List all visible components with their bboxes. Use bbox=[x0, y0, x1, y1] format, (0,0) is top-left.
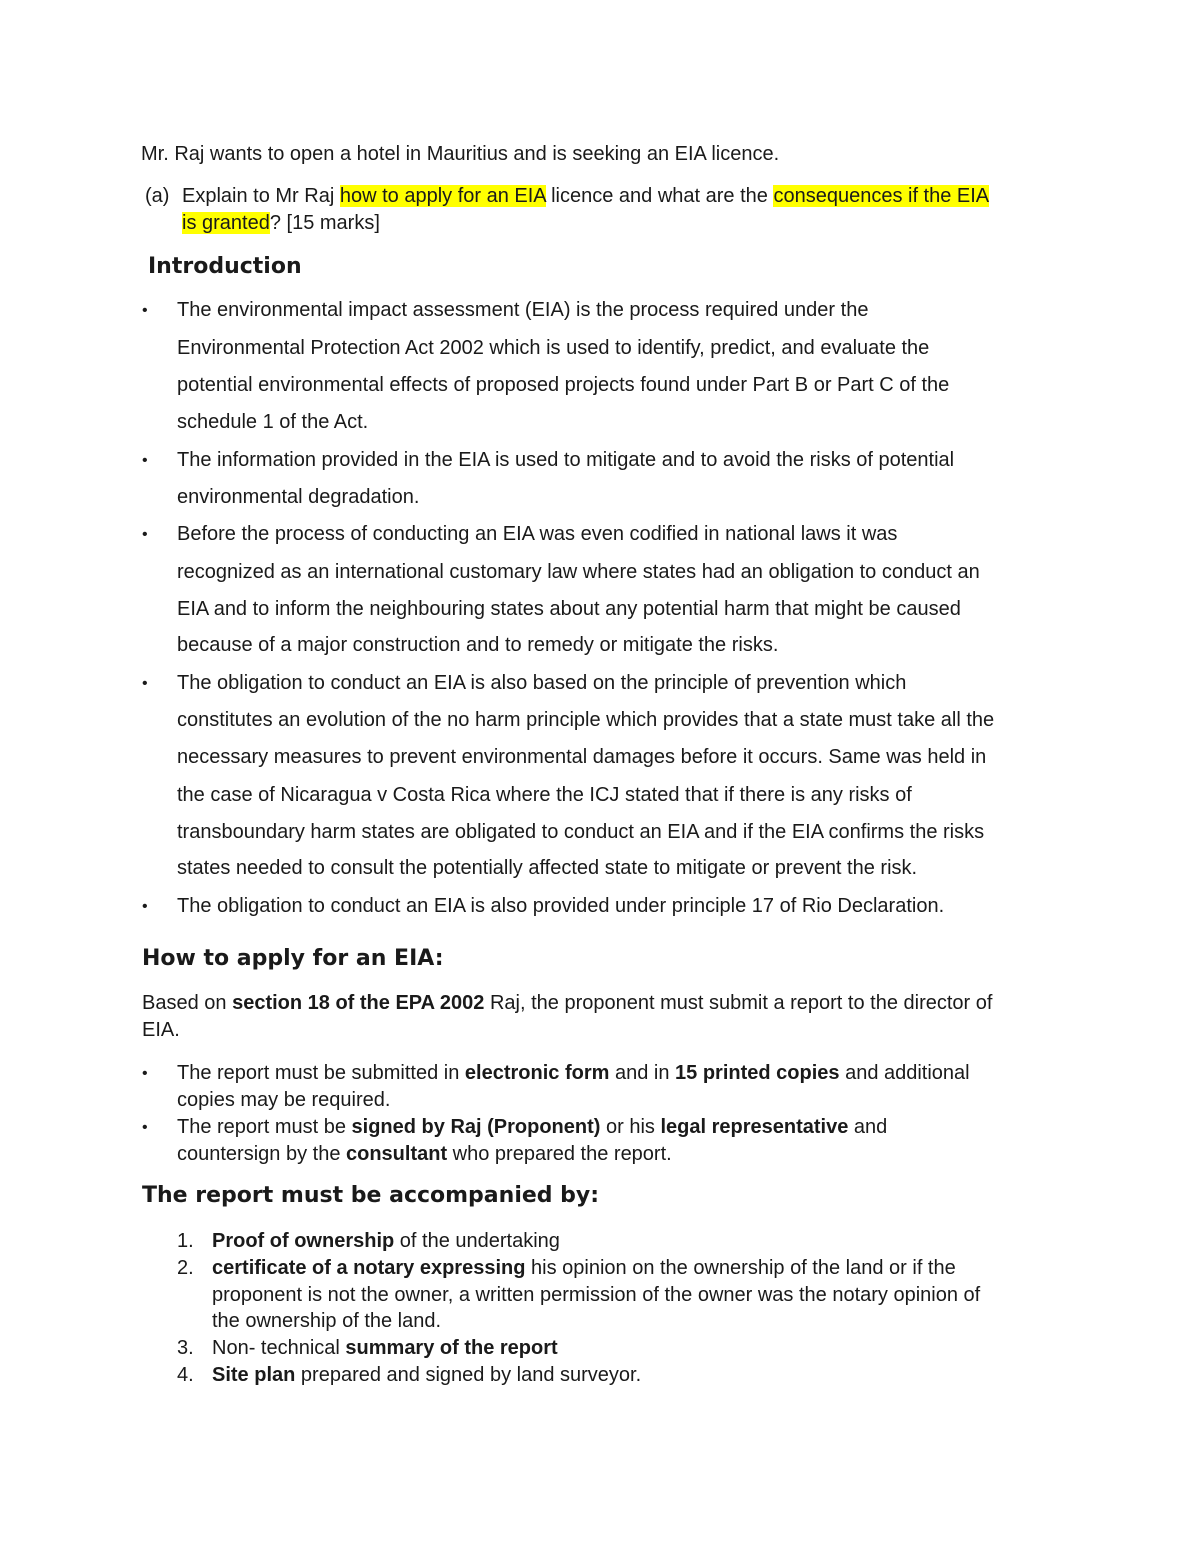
bullet-icon: • bbox=[142, 526, 148, 543]
intro-bullet-3-line-3: EIA and to inform the neighbouring states about any potential harm that might be caused bbox=[177, 598, 961, 620]
bullet-text: The report must be bbox=[177, 1116, 352, 1138]
item-text: his opinion on the ownership of the land or if the bbox=[525, 1257, 956, 1279]
question-text: ? [15 marks] bbox=[269, 212, 380, 234]
question-label: (a) bbox=[145, 185, 170, 207]
para-text: Raj, the proponent must submit a report to the director of bbox=[484, 992, 993, 1014]
item-text: of the undertaking bbox=[394, 1230, 560, 1252]
intro-bullet-4-line-2: constitutes an evolution of the no harm principle which provides that a state must take all the bbox=[177, 709, 995, 731]
accompanied-heading: The report must be accompanied by: bbox=[142, 1183, 600, 1208]
bullet-text: and bbox=[848, 1116, 888, 1138]
intro-bullet-3-line-1: Before the process of conducting an EIA was even codified in national laws it was bbox=[177, 523, 898, 545]
how-to-apply-heading: How to apply for an EIA: bbox=[142, 946, 444, 971]
intro-bullet-4-line-3: necessary measures to prevent environmental damages before it occurs. Same was held in bbox=[177, 746, 987, 768]
accompanied-item-2-line-3: the ownership of the land. bbox=[212, 1310, 442, 1332]
question-line-2 bbox=[182, 212, 380, 235]
bullet-icon: • bbox=[142, 452, 148, 469]
how-to-bullet-2-line-1 bbox=[177, 1116, 887, 1139]
intro-line: Mr. Raj wants to open a hotel in Mauritius and is seeking an EIA licence. bbox=[141, 143, 780, 165]
bullet-text: countersign by the bbox=[177, 1143, 346, 1165]
bullet-icon: • bbox=[142, 1065, 148, 1082]
list-number: 1. bbox=[177, 1230, 194, 1252]
bold-text: Site plan bbox=[212, 1364, 296, 1386]
intro-bullet-1-line-4: schedule 1 of the Act. bbox=[177, 411, 369, 433]
accompanied-item-2-line-2: proponent is not the owner, a written permission of the owner was the notary opinion of bbox=[212, 1284, 981, 1306]
intro-bullet-1-line-1: The environmental impact assessment (EIA) is the process required under the bbox=[177, 299, 869, 321]
accompanied-item-1 bbox=[212, 1230, 560, 1253]
item-text: prepared and signed by land surveyor. bbox=[295, 1364, 642, 1386]
bold-text: consultant bbox=[346, 1143, 448, 1165]
how-to-para-line-1 bbox=[142, 992, 992, 1015]
bullet-text: who prepared the report. bbox=[447, 1143, 672, 1165]
bold-text: 15 printed copies bbox=[675, 1062, 840, 1084]
accompanied-item-2-line-1 bbox=[212, 1257, 956, 1280]
intro-bullet-4-line-5: transboundary harm states are obligated to conduct an EIA and if the EIA confirms the risks bbox=[177, 821, 985, 843]
how-to-bullet-2-line-2 bbox=[177, 1143, 672, 1166]
how-to-bullet-1-line-2: copies may be required. bbox=[177, 1089, 391, 1111]
para-text: Based on bbox=[142, 992, 233, 1014]
question-text: Explain to Mr Raj bbox=[182, 185, 340, 207]
list-number: 3. bbox=[177, 1337, 194, 1359]
bullet-icon: • bbox=[142, 302, 148, 319]
bold-text: signed by Raj (Proponent) bbox=[351, 1116, 601, 1138]
bullet-icon: • bbox=[142, 898, 148, 915]
question-line-1 bbox=[182, 185, 989, 208]
bold-text: summary of the report bbox=[345, 1337, 558, 1359]
intro-bullet-1-line-3: potential environmental effects of proposed projects found under Part B or Part C of the bbox=[177, 374, 950, 396]
intro-bullet-2-line-2: environmental degradation. bbox=[177, 486, 420, 508]
intro-bullet-3-line-2: recognized as an international customary law where states had an obligation to conduct an bbox=[177, 561, 980, 583]
bold-text: certificate of a notary expressing bbox=[212, 1257, 526, 1279]
highlight-how-to-apply: how to apply for an EIA bbox=[339, 185, 546, 207]
bold-text: electronic form bbox=[464, 1062, 610, 1084]
bullet-icon: • bbox=[142, 1119, 148, 1136]
intro-bullet-4-line-6: states needed to consult the potentially affected state to mitigate or prevent the risk. bbox=[177, 857, 918, 879]
intro-bullet-3-line-4: because of a major construction and to remedy or mitigate the risks. bbox=[177, 634, 779, 656]
intro-bullet-4-line-1: The obligation to conduct an EIA is also based on the principle of prevention which bbox=[177, 672, 907, 694]
bullet-text: The report must be submitted in bbox=[177, 1062, 465, 1084]
bold-text: legal representative bbox=[660, 1116, 849, 1138]
highlight-is-granted: is granted bbox=[182, 212, 270, 234]
bullet-text: or his bbox=[600, 1116, 661, 1138]
question-text: licence and what are the bbox=[545, 185, 774, 207]
list-number: 4. bbox=[177, 1364, 194, 1386]
intro-bullet-5-line-1: The obligation to conduct an EIA is also provided under principle 17 of Rio Declaration. bbox=[177, 895, 945, 917]
bullet-text: and additional bbox=[839, 1062, 970, 1084]
bold-text: Proof of ownership bbox=[212, 1230, 395, 1252]
highlight-consequences: consequences if the EIA bbox=[773, 185, 990, 207]
accompanied-item-3 bbox=[212, 1337, 558, 1360]
intro-bullet-2-line-1: The information provided in the EIA is used to mitigate and to avoid the risks of potential bbox=[177, 449, 955, 471]
intro-bullet-1-line-2: Environmental Protection Act 2002 which is used to identify, predict, and evaluate the bbox=[177, 337, 930, 359]
item-text: Non- technical bbox=[212, 1337, 346, 1359]
introduction-heading: Introduction bbox=[148, 254, 302, 279]
how-to-para-line-2: EIA. bbox=[142, 1019, 180, 1041]
how-to-bullet-1-line-1 bbox=[177, 1062, 970, 1085]
bullet-icon: • bbox=[142, 675, 148, 692]
list-number: 2. bbox=[177, 1257, 194, 1279]
section-18-reference: section 18 of the EPA 2002 bbox=[232, 992, 485, 1014]
intro-bullet-4-line-4: the case of Nicaragua v Costa Rica where the ICJ stated that if there is any risks of bbox=[177, 784, 912, 806]
bullet-text: and in bbox=[609, 1062, 676, 1084]
accompanied-item-4 bbox=[212, 1364, 641, 1387]
